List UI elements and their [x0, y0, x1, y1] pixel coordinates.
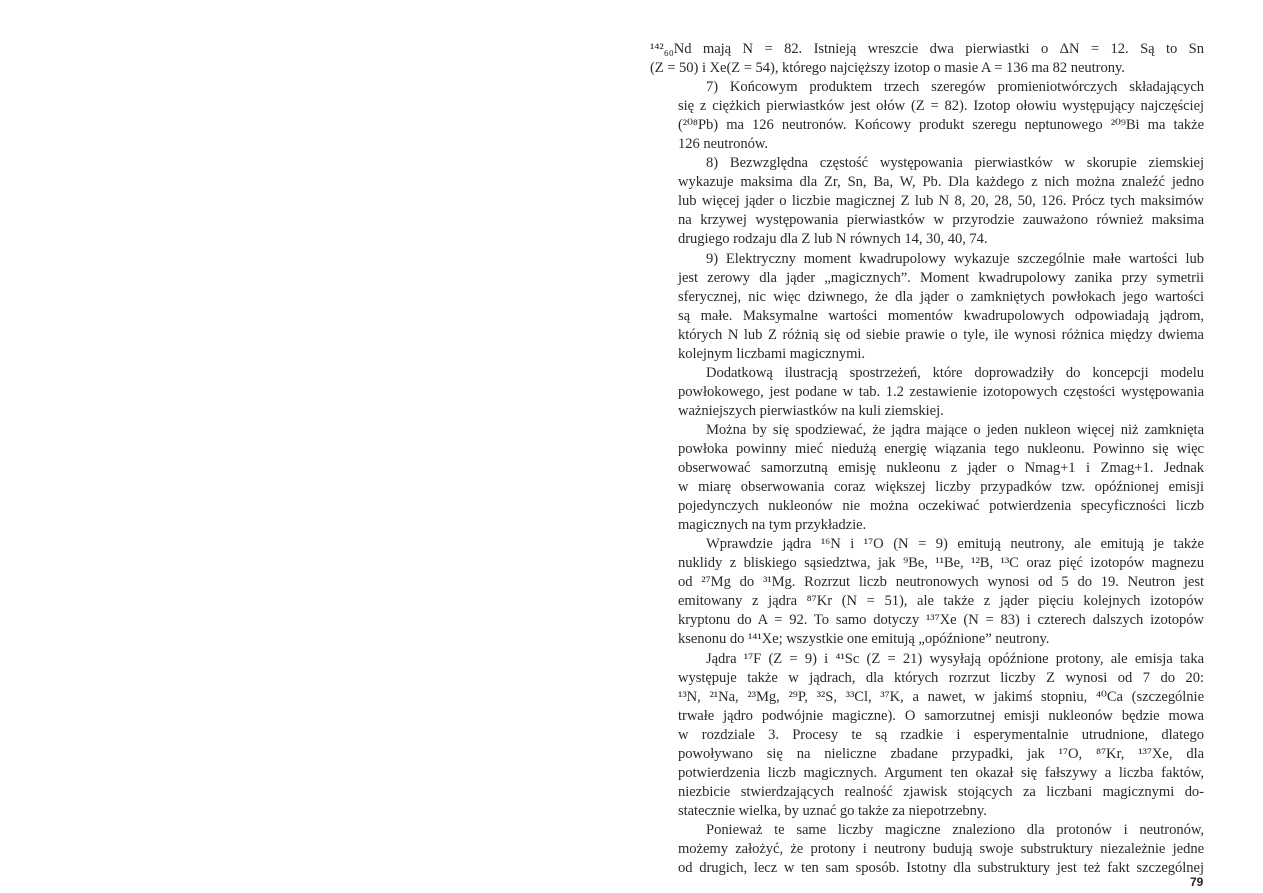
text-line: magicznych na tym przykładzie.	[678, 517, 867, 534]
paragraph-item-8	[650, 154, 1204, 249]
text-line: statecznie wielka, by uznać go także za niepotrzebny.	[678, 802, 987, 819]
page-number: 79	[1190, 875, 1204, 889]
text-line: kryptonu do A = 92. To samo dotyczy ¹³⁷Xe (N = 83) i czterech dalszych izotopów	[678, 612, 1204, 629]
text-line: (²⁰⁸Pb) ma 126 neutronów. Końcowy produkt szeregu neptunowego ²⁰⁹Bi ma także	[678, 117, 1204, 134]
text-line: w rozdziale 3. Procesy te są rzadkie i esperymentalnie utrudnione, dlatego	[678, 726, 1204, 743]
text-line: są małe. Maksymalne wartości momentów kwadrupolowych odpowiadają jądrom,	[678, 307, 1204, 324]
text-line: drugiego rodzaju dla Z lub N równych 14, 30, 40, 74.	[678, 231, 988, 248]
text-line: lub więcej jąder o liczbie magicznej Z lub N 8, 20, 28, 50, 126. Prócz tych maksimów	[678, 193, 1204, 210]
text-line: Dodatkową ilustracją spostrzeżeń, które doprowadziły do koncepcji modelu	[706, 364, 1204, 381]
text-line: ważniejszych pierwiastków na kuli ziemskiej.	[678, 402, 944, 419]
text-line: powłokowego, jest podane w tab. 1.2 zestawienie izotopowych częstości występowania	[678, 383, 1204, 400]
text-line: w miarę obserwowania coraz większej liczby przypadków tzw. opóźnionej emisji	[678, 479, 1204, 496]
text-line: jest zerowy dla jąder „magicznych”. Moment kwadrupolowy zanika przy symetrii	[678, 269, 1204, 286]
paragraph-neutron-emitters	[650, 535, 1204, 649]
text-line: Jądra ¹⁷F (Z = 9) i ⁴¹Sc (Z = 21) wysyłają opóźnione protony, ale emisja taka	[706, 650, 1204, 667]
text-line: od ²⁷Mg do ³¹Mg. Rozrzut liczb neutronowych wynosi od 5 do 19. Neutron jest	[678, 574, 1204, 591]
text-line: 7) Końcowym produktem trzech szeregów promieniotwórczych składających	[706, 79, 1204, 96]
paragraph-proton-emitters	[650, 650, 1204, 821]
text-line: wykazuje maksima dla Zr, Sn, Ba, W, Pb. Dla każdego z nich można znaleźć jedno	[678, 174, 1204, 191]
text-line: pojedynczych nukleonów nie można oczekiwać potwierdzenia specyficzności liczb	[678, 498, 1204, 515]
text-line: Wprawdzie jądra ¹⁶N i ¹⁷O (N = 9) emitują neutrony, ale emitują je także	[706, 536, 1204, 553]
text-line: powoływano się na nieliczne zbadane przypadki, jak ¹⁷O, ⁸⁷Kr, ¹³⁷Xe, dla	[678, 745, 1204, 762]
text-line: sferycznej, nic więc dziwnego, że dla jąder o zamkniętych powłokach jego wartości	[678, 288, 1204, 305]
text-line: Ponieważ te same liczby magiczne znaleziono dla protonów i neutronów,	[706, 821, 1204, 838]
text-line: powłoka powinny mieć niedużą energię wiązania tego nukleonu. Powinno się więc	[678, 440, 1204, 457]
text-line: których N lub Z różnią się od siebie prawie o tyle, ile wynosi różnica między dwiema	[678, 326, 1204, 343]
paragraph-shell-model	[650, 364, 1204, 421]
text-line: 126 neutronów.	[678, 136, 768, 153]
text-line: niezbicie stwierdzających realność zjawisk stojących za liczbani magicznymi do-	[678, 783, 1204, 800]
text-line: na krzywej występowania pierwiastków w przyrodzie zauważono również maksima	[678, 212, 1204, 229]
text-line: występuje także w jądrach, dla których rozrzut liczby Z wynosi od 7 do 20:	[678, 669, 1204, 686]
text-line: emitowany z jądra ⁸⁷Kr (N = 51), ale także z jąder pięciu kolejnych izotopów	[678, 593, 1204, 610]
text-line: 8) Bezwzględna częstość występowania pierwiastków w skorupie ziemskiej	[706, 155, 1204, 172]
paragraph-nucleon-emission	[650, 421, 1204, 535]
text-line: (Z = 50) i Xe(Z = 54), którego najcięższy izotop o masie A = 136 ma 82 neutrony.	[650, 60, 1125, 77]
text-line: ¹⁴²₆₀Nd mają N = 82. Istnieją wreszcie dwa pierwiastki o ΔN = 12. Są to Sn	[650, 41, 1204, 57]
text-line: nuklidy z bliskiego sąsiedztwa, jak ⁹Be, ¹¹Be, ¹²B, ¹³C oraz pięć izotopów magnezu	[678, 555, 1204, 572]
book-page	[650, 40, 1204, 878]
text-line: ksenonu do ¹⁴¹Xe; wszystkie one emitują „opóźnione” neutrony.	[678, 631, 1050, 648]
text-line: kolejnym liczbami magicznymi.	[678, 345, 866, 362]
text-line: Można by się spodziewać, że jądra mające o jeden nukleon więcej niż zamknięta	[706, 421, 1204, 438]
text-line: od drugich, lecz w ten sam sposób. Istotny dla substruktury jest też fakt szczególnej	[678, 860, 1204, 877]
text-line: ¹³N, ²¹Na, ²³Mg, ²⁹P, ³²S, ³³Cl, ³⁷K, a nawet, w jakimś stopniu, ⁴⁰Ca (szczególnie	[678, 688, 1204, 705]
paragraph-continuation	[650, 40, 1204, 78]
text-line: obserwować samorzutną emisję nukleonu z jąder o Nmag+1 i Zmag+1. Jednak	[678, 460, 1204, 477]
paragraph-item-7	[650, 78, 1204, 154]
text-line: możemy założyć, że protony i neutrony budują swoje substruktury niezależnie jedne	[678, 840, 1204, 857]
text-line: się z ciężkich pierwiastków jest ołów (Z = 82). Izotop ołowiu występujący najczęściej	[678, 98, 1204, 115]
paragraph-substructures	[650, 821, 1204, 878]
text-line: trwałe jądro podwójnie magiczne). O samorzutnej emisji nukleonów będzie mowa	[678, 707, 1204, 724]
paragraph-item-9	[650, 250, 1204, 364]
text-line: potwierdzenia liczb magicznych. Argument ten okazał się fałszywy a liczba faktów,	[678, 764, 1204, 781]
text-line: 9) Elektryczny moment kwadrupolowy wykazuje szczególnie małe wartości lub	[706, 250, 1204, 267]
